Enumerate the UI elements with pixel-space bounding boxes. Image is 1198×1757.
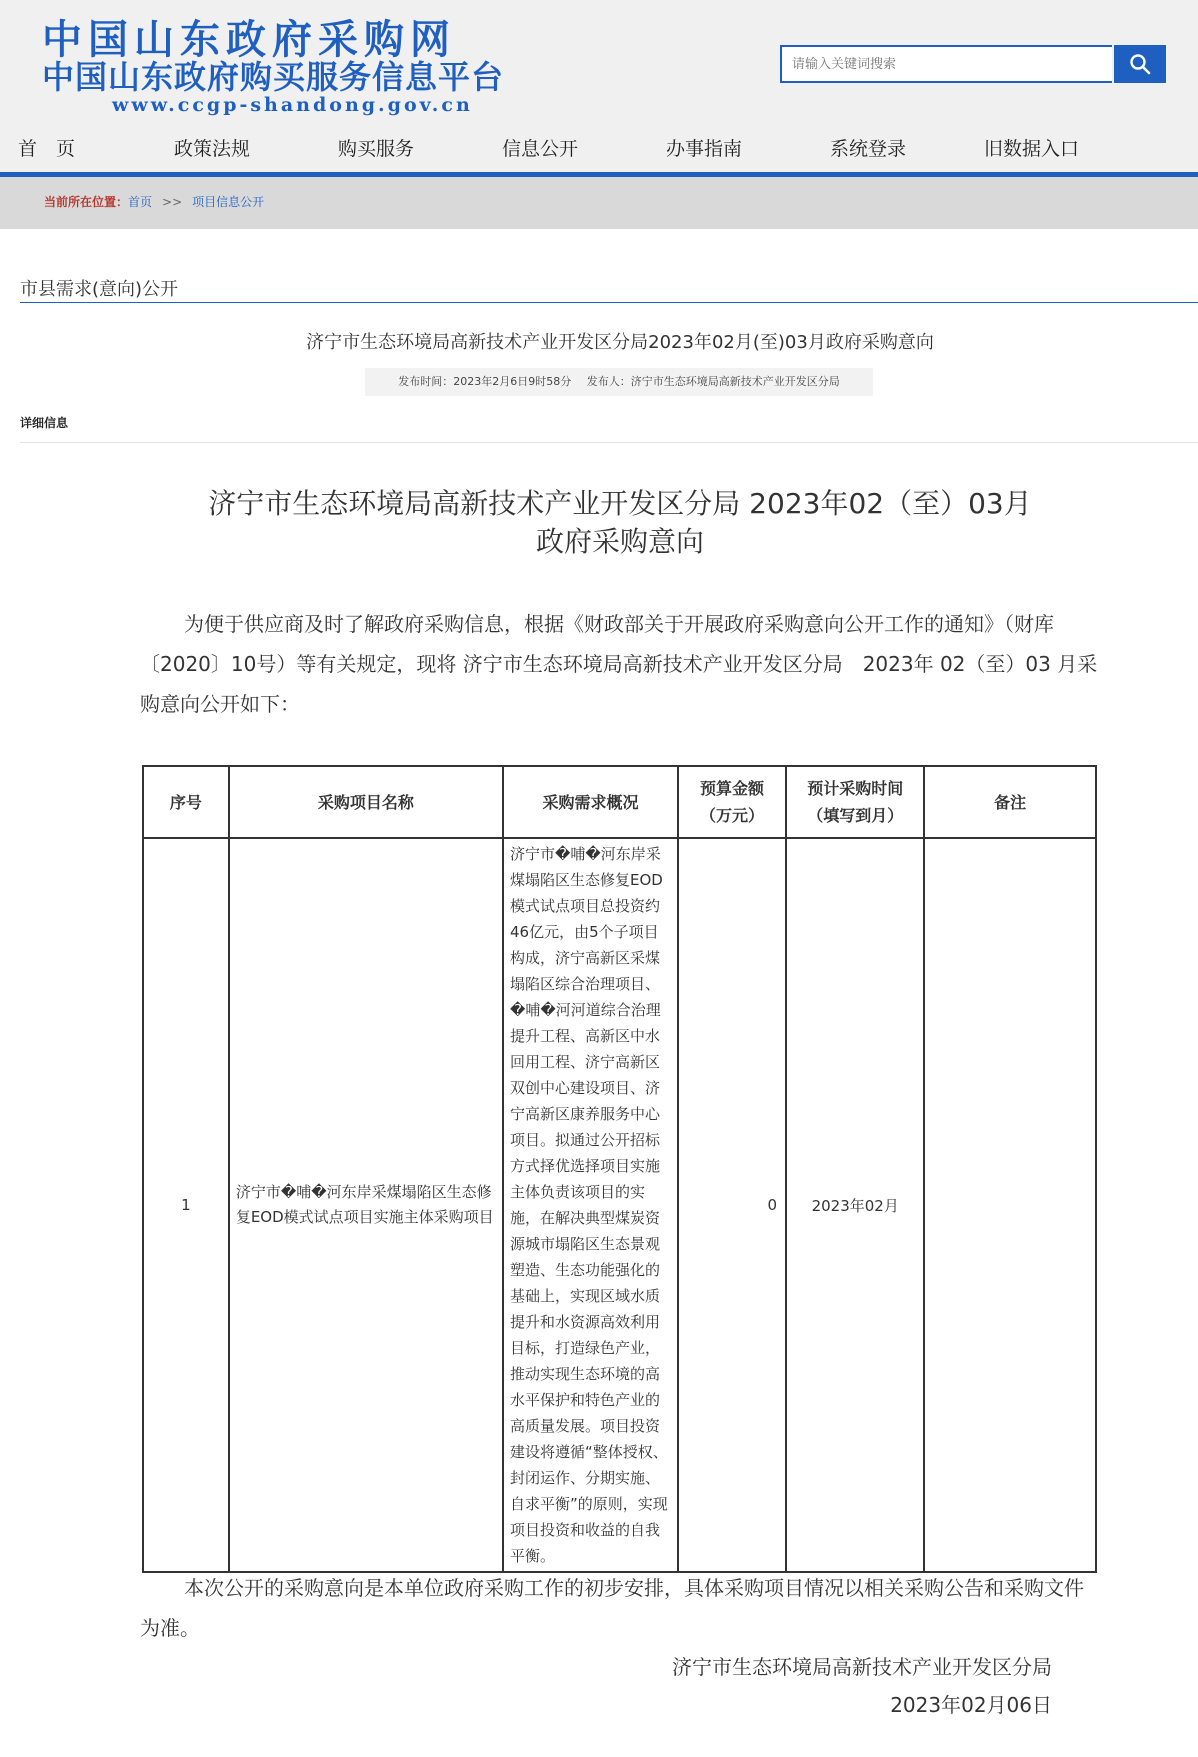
header-remark: 备注 — [924, 766, 1096, 838]
header-budget-line2: （万元） — [700, 806, 765, 825]
header-budget — [678, 766, 786, 838]
publish-meta — [365, 368, 873, 396]
header-time-line1: 预计采购时间 — [807, 779, 904, 798]
signature — [600, 1648, 1052, 1724]
nav-info-public[interactable]: 信息公开 — [502, 138, 579, 160]
detail-label: 详细信息 — [20, 416, 69, 430]
nav-guide[interactable]: 办事指南 — [666, 138, 743, 160]
section-divider — [20, 302, 1198, 303]
header-summary: 采购需求概况 — [503, 766, 678, 838]
site-logo[interactable] — [42, 18, 562, 116]
cell-no: 1 — [143, 838, 229, 1572]
footer-note: 本次公开的采购意向是本单位政府采购工作的初步安排，具体采购项目情况以相关采购公告和采购文件为准。 — [140, 1576, 1084, 1640]
search-icon — [1129, 53, 1151, 75]
breadcrumb-separator: >> — [162, 195, 183, 209]
main-nav — [0, 124, 1198, 172]
search-button[interactable] — [1114, 45, 1166, 83]
breadcrumb — [0, 177, 1198, 229]
nav-purchase-service[interactable]: 购买服务 — [338, 138, 415, 160]
cell-summary: 济宁市�哺�河东岸采煤塌陷区生态修复EOD模式试点项目总投资约46亿元，由5个子项目构成，济宁高新区采煤塌陷区综合治理项目、�哺�河河道综合治理提升工程、高新区中水回用工程、济宁高新区双创中心建设项目、济宁高新区康养服务中心项目。拟通过公开招标方式择优选择项目实施主体负责该项目的实施，在解决典型煤炭资源城市塌陷区生态景观塑造、生态功能强化的基础上，实现区域水质提升和水资源高效利用目标，打造绿色产业，推动实现生态环境的高水平保护和特色产业的高质量发展。项目投资建设将遵循“整体授权、封闭运作、分期实施、自求平衡”的原则，实现项目投资和收益的自我平衡。 — [503, 838, 678, 1572]
header-name: 采购项目名称 — [229, 766, 503, 838]
section-title: 市县需求(意向)公开 — [20, 279, 179, 300]
intro-paragraph: 为便于供应商及时了解政府采购信息，根据《财政部关于开展政府采购意向公开工作的通知》（财库〔2020〕10号）等有关规定，现将 济宁市生态环境局高新技术产业开发区分局 2023年 02（至）03 月采购意向公开如下： — [140, 612, 1098, 716]
logo-line1: 中国山东政府采购网 — [42, 16, 456, 63]
document-title — [140, 485, 1100, 561]
header-no: 序号 — [143, 766, 229, 838]
header-budget-line1: 预算金额 — [700, 779, 765, 798]
page-title: 济宁市生态环境局高新技术产业开发区分局2023年02月(至)03月政府采购意向 — [306, 332, 934, 353]
header-time-line2: （填写到月） — [807, 806, 904, 825]
nav-old-data[interactable]: 旧数据入口 — [984, 138, 1080, 160]
table-header-row — [143, 766, 1096, 838]
logo-url: www.ccgp-shandong.gov.cn — [112, 94, 473, 116]
publisher: 发布人：济宁市生态环境局高新技术产业开发区分局 — [586, 375, 840, 388]
document-title-line1: 济宁市生态环境局高新技术产业开发区分局 2023年02（至）03月 — [208, 487, 1032, 520]
table-row — [143, 838, 1096, 1572]
document-title-line2: 政府采购意向 — [535, 525, 704, 558]
nav-login[interactable]: 系统登录 — [830, 138, 907, 160]
search-input[interactable] — [780, 45, 1112, 83]
sign-date: 2023年02月06日 — [890, 1693, 1052, 1717]
publish-time: 发布时间：2023年2月6日9时58分 — [398, 375, 572, 388]
nav-home[interactable]: 首 页 — [18, 138, 76, 160]
cell-name: 济宁市�哺�河东岸采煤塌陷区生态修复EOD模式试点项目实施主体采购项目 — [229, 838, 503, 1572]
header-time — [786, 766, 924, 838]
cell-budget: 0 — [678, 838, 786, 1572]
breadcrumb-home-link[interactable]: 首页 — [128, 195, 153, 209]
nav-policy[interactable]: 政策法规 — [174, 138, 251, 160]
breadcrumb-current-link[interactable]: 项目信息公开 — [192, 195, 265, 209]
procurement-table — [142, 765, 1097, 1573]
cell-remark — [924, 838, 1096, 1572]
breadcrumb-label: 当前所在位置： — [44, 195, 129, 209]
logo-line2: 中国山东政府购买服务信息平台 — [42, 58, 505, 96]
detail-divider — [20, 442, 1198, 443]
sign-org: 济宁市生态环境局高新技术产业开发区分局 — [672, 1655, 1052, 1679]
cell-time: 2023年02月 — [786, 838, 924, 1572]
search-box — [780, 45, 1166, 83]
